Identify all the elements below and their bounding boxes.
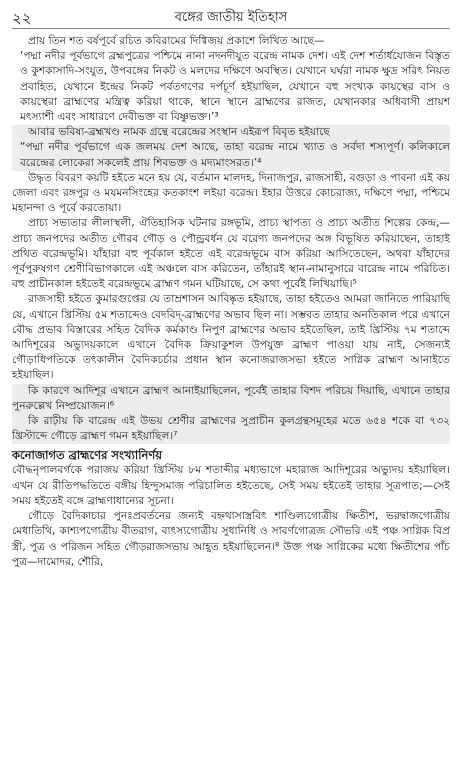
quoted-passage: “পদ্মা নদীর পূর্বভাগে এক জলময় দেশ আছে, তাহা বরেন্দ্র নামে খ্যাত ও সর্বদা শস্যপূর্ণ। কলিকালে বরেন্দ্রের লোকেরা সকলেই প্রায় শিবভক্ত ও মদ্যমাংসরত।’⁴ <box>12 140 450 170</box>
paragraph: গৌড়ে বৈদিকাচার পুনঃপ্রবর্তনের জন্যই বহ্নথাসাস্ত্রবিৎ শাণ্ডিল্যগোত্রীয় ক্ষিতীশ, ভরদ্বাজগোত্রীয় মেধাতিথি, কাশ্যপগোত্রীয় বীতরাগ, বাৎস্যগোত্রীয় সুধানিধি ও সাবর্ণগোত্রজ সৌভরি এই পঞ্চ সাগ্নিক বিপ্র স্ত্রী, পুত্র ও পরিজন সহিত গৌড়রাজসভায় আহূত হইয়াছিলেন।⁸ উক্ত পঞ্চ সাগ্নিকের মধ্যে ক্ষিতীশের পাঁচ পুত্র—দামোদর, শৌরি, <box>12 510 450 568</box>
paragraph: বৌদ্ধনৃপালবর্গকে পরাজয় করিয়া খ্রিস্টিয় ৮ম শতাব্দীর মধ্যভাগে মহারাজ আদিশূরের অভ্যুদয় হইয়াছিল। এখন যে রীতিপদ্ধতিতে বঙ্গীয় হিন্দুসমাজ পরিচালিত হইতেছে, সেই সময় হইতেই তাহার সূত্রপাত;—সেই সময় হইতেই বঙ্গে ব্রাহ্মণাধান্যের সূচনা। <box>12 464 450 507</box>
paragraph: রাজসাহী হইতে কুমারগুপ্তের যে তাম্রশাসন আবিষ্কৃত হইয়াছে, তাহা হইতেও আমরা জানিতে পারিয়াছি যে, এখানে খ্রিস্টিয় ৫ম শতাব্দেও বেদবিদ্-ব্রাহ্মণের অভাব ছিল না। সম্ভবত তাহার অনতিকাল পরে এখানে বৌদ্ধ প্রভাব বিস্তারের সহিত বৈদিক কর্মকাণ্ড নিপুণ ব্রাহ্মণের অভাব হইতেছিল, তাই খ্রিস্টিয় ৭ম শতাব্দে আদিশূরের অভ্যুদয়কালে এখানে বৈদিক ক্রিয়াকুশল উপযুক্ত ব্রাহ্মণ পাওয়া যায় নাই, সেজন্যই গৌড়াধিপতিকে তৎকালীন বৈদিকচর্চার প্রধান স্থান কনোজরাজসভা হইতে সাগ্নিক ব্রাহ্মণ আনাইতে হইয়াছিল। <box>12 293 450 382</box>
section-heading: কনোজাগত ব্রাহ্মণের সংখ্যানির্ণয় <box>12 448 163 463</box>
paragraph: কি রাঢ়ীয় কি বারেন্দ্র এই উভয় শ্রেণীর ব্রাহ্মণের সুপ্রাচীন কুলগ্রন্থসমূহের মতে ৬৫৪ শকে বা ৭৩২ খ্রিস্টাব্দে গৌড়ে ব্রাহ্মণ গমন হইয়াছিল।⁷ <box>12 414 450 444</box>
page-number: ২২ <box>12 9 32 27</box>
running-title: বঙ্গের জাতীয় ইতিহাস <box>174 10 288 25</box>
page-header <box>12 6 450 29</box>
paragraph: কি কারণে আদিশূর এখানে ব্রাহ্মণ আনাইয়াছিলেন, পূর্বেই তাহার বিশদ পরিচয় দিয়াছি, এখানে তাহার পুনরুল্লেখ নিষ্প্রয়োজন।⁶ <box>12 384 450 414</box>
paragraph: উদ্ধৃত বিবরণ কয়টি হইতে মনে হয় যে, বর্তমান মালদহ, দিনাজপুর, রাজসাহী, বগুড়া ও পাবনা এই কয় জেলা এবং রঙ্গপুর ও মযমনসিংহের কতকাংশ লইয়া বরেন্দ্র। ইহার উত্তরে কোচরাজ্য, দক্ষিণে পদ্মা, পশ্চিমে মহানন্দা ও পূর্বে করতোয়া। <box>12 171 450 215</box>
paragraph: প্রায় তিন শত বর্ষপূর্বে রচিত কবিরামের দিগ্বিজয় প্রকাশে লিখিত আছে— <box>28 35 325 47</box>
paragraph: আবার ভবিষ্য-ব্রহ্মখণ্ড নামক গ্রন্থে বরেন্দ্রের সংস্থান এইরূপ বিবৃত হইয়াছে <box>12 125 450 140</box>
paragraph: প্রাচ্য সভ্যতার লীলাস্থলী, ঐতিহাসিক ঘটনার রঙ্গভূমি, প্রাচ্য স্থাপত্য ও প্রাচ্য অতীত শিল্পের কেন্দ্র,—প্রাচ্য জনপদের অতীত গৌরব গৌড় ও পৌন্ড্রবর্ধন যে বরেণ্য জনপদের অঙ্গ বিভূষিত করিয়াছেন, তাহাই প্রথিত বরেন্দ্রভূমি। যাঁহারা বহু পূর্বকাল হইতে এই বরেন্দ্রভূমে বাস করিয়া আসিতেছেন, অথবা যাঁহাদের পূর্বপুরুষগণ শ্রেণীবিভাগকালে এই অঞ্চলে বাস করিতেন, তাঁহারই স্থান-নামানুসারে বারেন্দ্র নামে পরিচিত। বহু প্রাচীনকাল হইতেই বরেন্দ্রভূমে ব্রাহ্মণ গমন ঘটিয়াছে, সে কথা পূর্বেই লিখিয়াছি।⁵ <box>12 217 450 291</box>
body-text <box>12 34 450 570</box>
quoted-passage: ‘পদ্মা নদীর পূর্বভাগে ব্রহ্মপুত্রের পশ্চিমে নানা নদনদীযুত বরেন্দ্র নামক দেশ। এই দেশ শর্তার্ধযোজন বিস্তৃত ও কুশকাসাদি-সংযুত, উপবঙ্গের নিকট ও মলদের দক্ষিণে অবস্থিত। যেখানে ঘর্ঘরা নামক ক্ষুদ্র সরিৎ নিয়ত প্রবাহিত, যেখানে ইন্দ্রের নিকট পর্বতগণের দর্পচূর্ণ হইয়াছিল, যেখানে বহু সংখ্যক কায়স্থের বাস ও কায়স্থেরা ব্রাহ্মণের মন্ত্রিত্ব করিয়া থাকে, স্থানে স্থানে ব্রাহ্মণের রাজত, যেখানকার অধিবাসী প্রায়শ মৎস্যাশী এবং সাধারণে দেবীভক্ত বা বিষ্ণুভক্ত।’³ <box>20 50 450 124</box>
